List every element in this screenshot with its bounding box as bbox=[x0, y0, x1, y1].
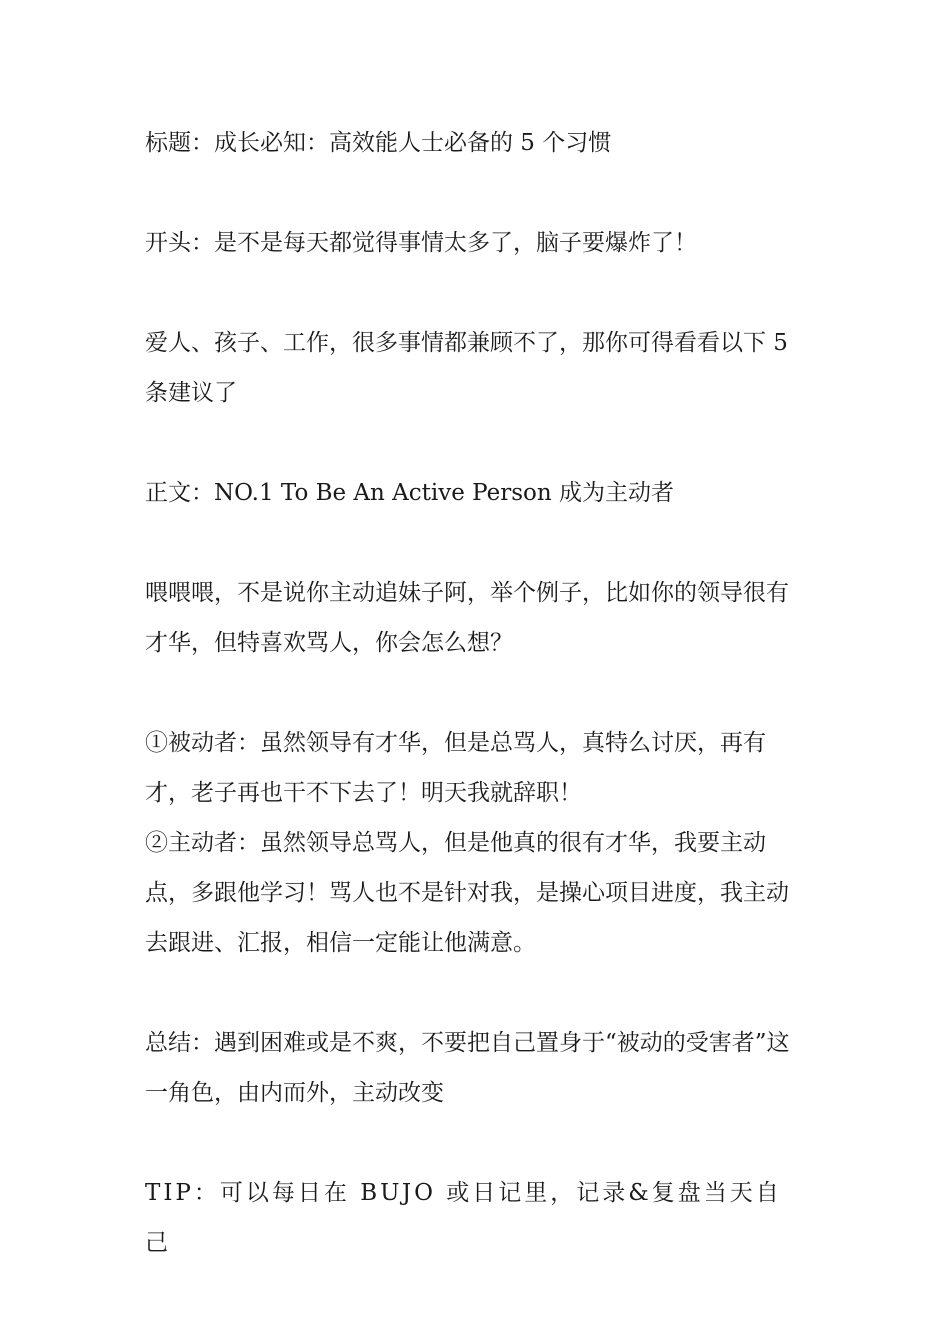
opening-followup: 爱人、孩子、工作，很多事情都兼顾不了，那你可得看看以下 5 条建议了 bbox=[145, 330, 788, 406]
summary: 总结：遇到困难或是不爽，不要把自己置身于“被动的受害者”这一角色，由内而外，主动改变 bbox=[145, 1030, 790, 1106]
passive-view: ①被动者：虽然领导有才华，但是总骂人，真特么讨厌，再有才，老子再也干不下去了！明天我就辞职！ bbox=[145, 730, 766, 806]
example-intro: 喂喂喂，不是说你主动追妹子阿，举个例子，比如你的领导很有才华，但特喜欢骂人，你会怎么想？ bbox=[145, 580, 789, 656]
body-heading: 正文：NO.1 To Be An Active Person 成为主动者 bbox=[145, 480, 674, 506]
title-line: 标题：成长必知：高效能人士必备的 5 个习惯 bbox=[145, 130, 612, 156]
paragraph-spacer bbox=[145, 518, 807, 568]
document-body bbox=[145, 118, 807, 1268]
paragraph-spacer bbox=[145, 1118, 807, 1168]
opening-line: 开头：是不是每天都觉得事情太多了，脑子要爆炸了！ bbox=[145, 230, 697, 256]
active-view: ②主动者：虽然领导总骂人，但是他真的很有才华，我要主动点，多跟他学习！骂人也不是针对我，是操心项目进度，我主动去跟进、汇报，相信一定能让他满意。 bbox=[145, 830, 789, 956]
paragraph-spacer bbox=[145, 418, 807, 468]
paragraph-spacer bbox=[145, 168, 807, 218]
paragraph-spacer bbox=[145, 268, 807, 318]
paragraph-spacer bbox=[145, 968, 807, 1018]
paragraph-spacer bbox=[145, 668, 807, 718]
tip-partial: TIP：可以每日在 BUJO 或日记里，记录&复盘当天自己 bbox=[145, 1180, 782, 1256]
